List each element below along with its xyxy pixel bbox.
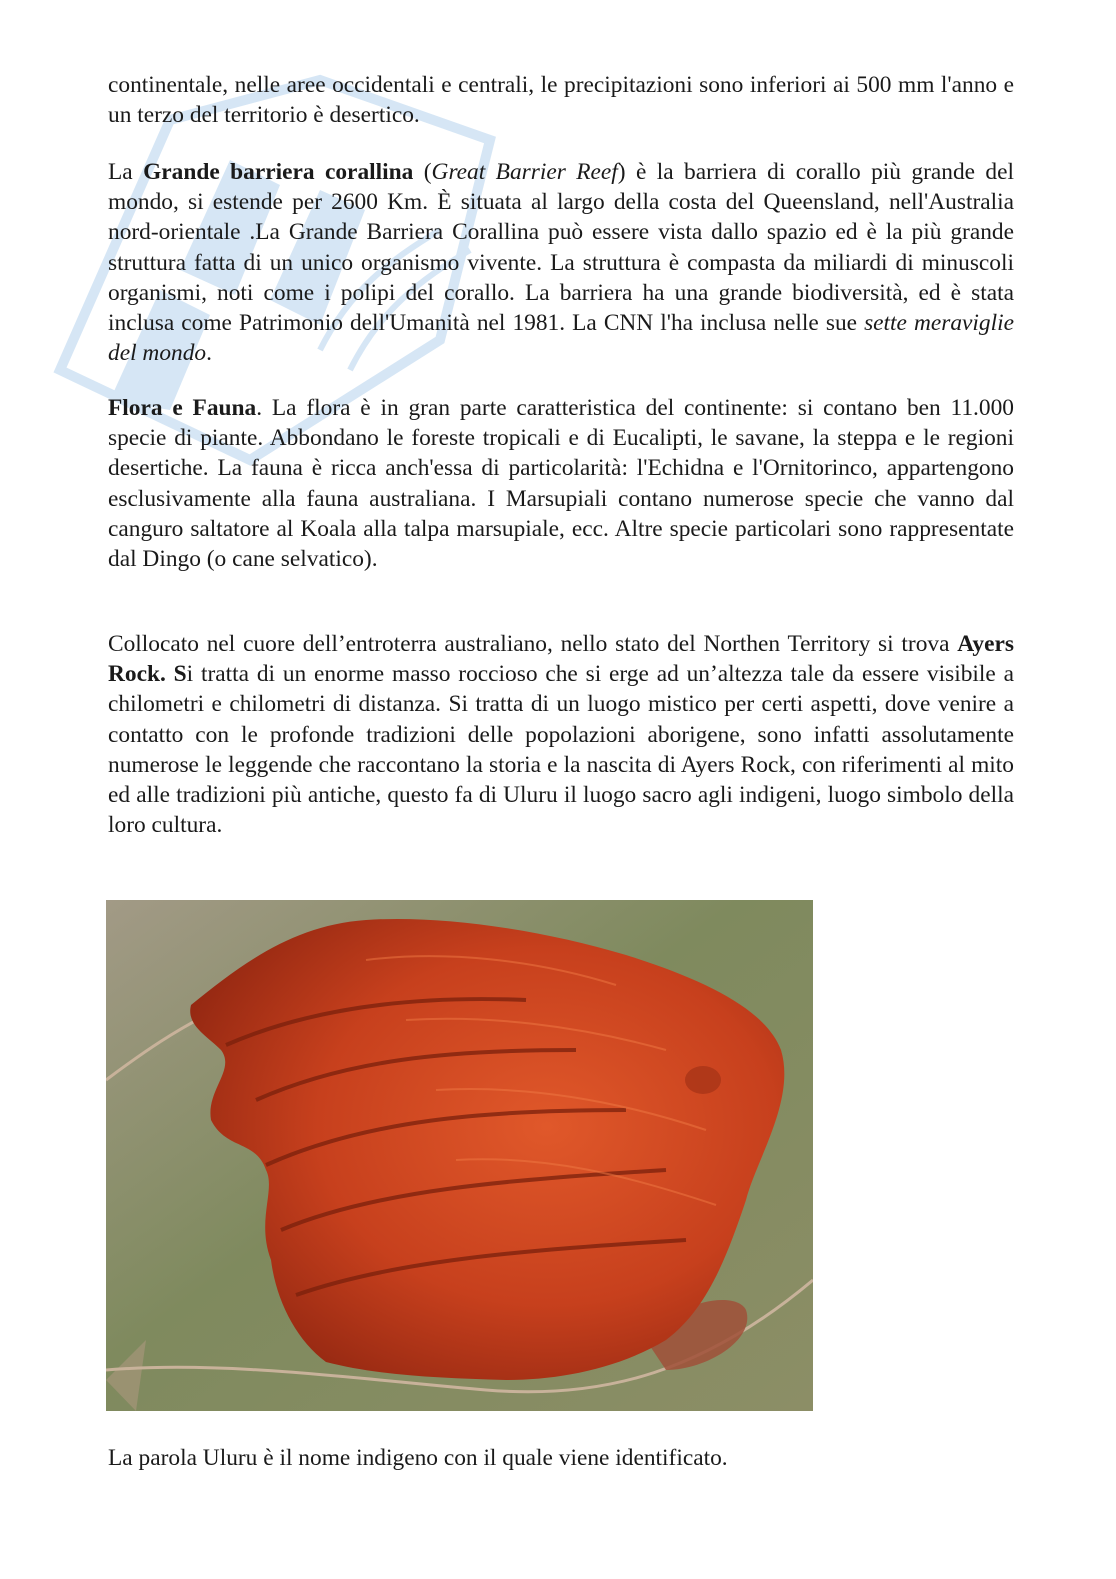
ayers-heading: Ayers Rock. S — [108, 631, 1014, 688]
photo-caption-text: La parola Uluru è il nome indigeno con il quale viene identificato. — [108, 1445, 728, 1471]
reef-heading: Grande barriera corallina — [143, 159, 414, 185]
ayers-text-1: Collocato nel cuore dell’entroterra australiano, nello stato del Northen Territory si trova — [108, 631, 958, 657]
paragraph-climate-text: continentale, nelle aree occidentali e centrali, le precipitazioni sono inferiori ai 500 mm l'anno e un terzo del territorio è desertico. — [108, 72, 1014, 129]
reef-text-2: ( — [413, 159, 432, 185]
reef-english-name: Great Barrier Reef — [431, 159, 618, 185]
paragraph-ayers-rock — [108, 629, 1014, 840]
flora-fauna-text: . La flora è in gran parte caratteristica del continente: si contano ben 11.000 specie di piante. Abbondano le foreste tropicali e di Eucalipti, le savane, la steppa e le regioni desertiche. La fauna è ricca anch'essa di particolarità: l'Echidna e l'Ornitorinco, appartengono esclusivamente alla fauna australiana. I Marsupiali contano numerose specie che vanno dal canguro saltatore al Koala alla talpa marsupiale, ecc. Altre specie particolari sono rappresentate dal Dingo (o cane selvatico). — [108, 395, 1014, 573]
ayers-rock-photo — [106, 900, 813, 1411]
photo-caption — [108, 1443, 1014, 1473]
reef-text-4: . — [206, 340, 212, 367]
paragraph-climate — [108, 70, 1014, 130]
reef-seven-wonders: sette meraviglie del mondo — [108, 310, 1014, 367]
reef-text-1: La — [108, 159, 144, 185]
reef-text-3: ) è la barriera di corallo più grande del mondo, si estende per 2600 Km. È situata al largo della costa del Queensland, nell'Australia nord-orientale .La Grande Barriera Corallina può essere vista dallo spazio ed è la più grande struttura fatta di un unico organismo vivente. La struttura è compasta da miliardi di minuscoli organismi, noti come i polipi del corallo. La barriera ha una grande biodiversità, ed è stata inclusa come Patrimonio dell'Umanità nel 1981. La CNN l'ha inclusa nelle sue — [108, 159, 1014, 337]
flora-fauna-heading: Flora e Fauna — [108, 395, 257, 421]
ayers-text-2: i tratta di un enorme masso roccioso che si erge ad un’altezza tale da essere visibile a chilometri e chilometri di distanza. Si tratta di un luogo mistico per certi aspetti, dove venire a contatto con le profonde tradizioni delle popolazioni aborigene, sono infatti assolutamente numerose le leggende che raccontano la storia e la nascita di Ayers Rock, con riferimenti al mito ed alle tradizioni più antiche, questo fa di Uluru il luogo sacro agli indigeni, luogo simbolo della loro cultura. — [108, 661, 1014, 839]
paragraph-great-barrier-reef — [108, 157, 1014, 368]
paragraph-flora-fauna — [108, 393, 1014, 574]
